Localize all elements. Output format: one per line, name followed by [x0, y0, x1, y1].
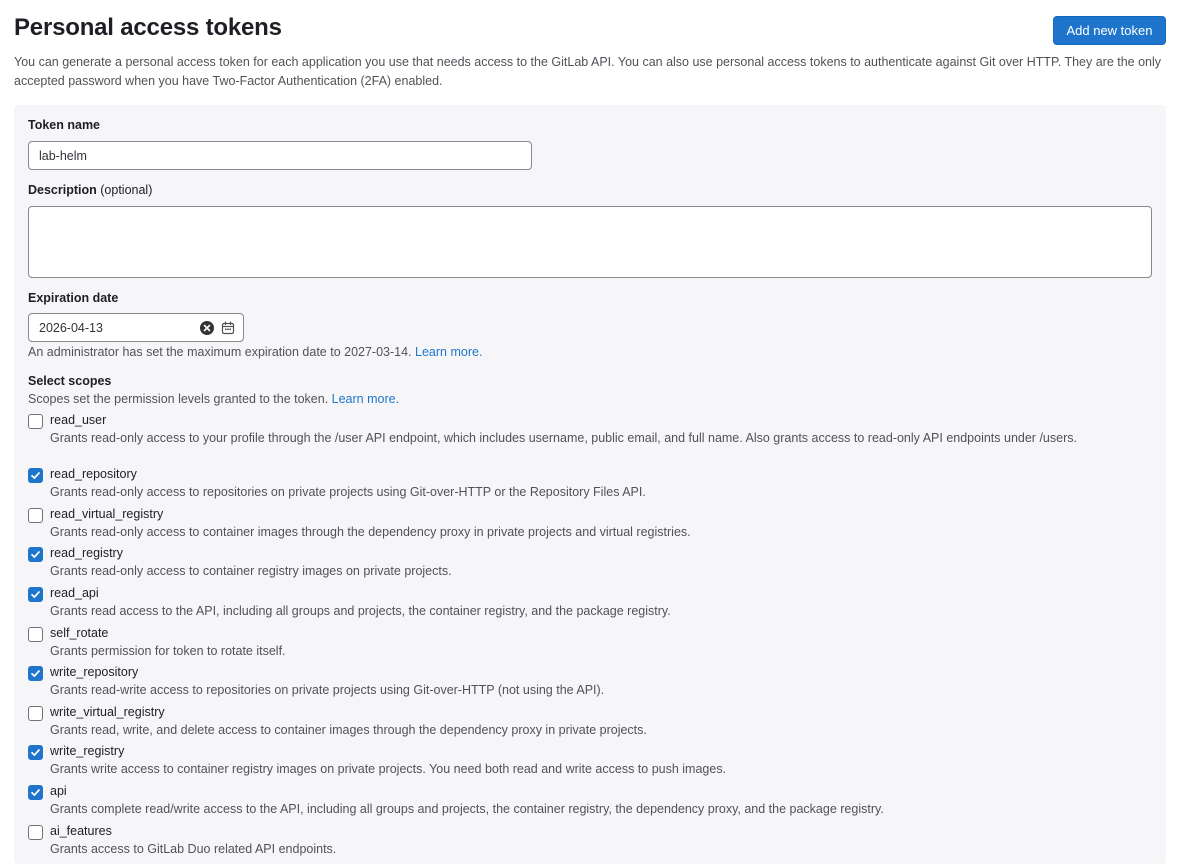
token-form-panel: [14, 105, 1166, 864]
scope-description: Grants read-only access to your profile through the /user API endpoint, which includes username, public email, and full name. Also grants access to read-only API endpoints under /users.: [50, 431, 1077, 445]
expiration-hint: [28, 345, 482, 359]
scope-name[interactable]: read_repository: [50, 467, 137, 481]
scope-checkbox[interactable]: [28, 825, 43, 840]
clear-icon[interactable]: [199, 320, 214, 335]
scope-name[interactable]: read_virtual_registry: [50, 507, 164, 521]
page-description: You can generate a personal access token for each application you use that needs access to the GitLab API. You can also use personal access tokens to authenticate against Git over HTTP. They are the only accepted password when you have Two-Factor Authentication (2FA) enabled.: [14, 55, 1162, 88]
scope-checkbox[interactable]: [28, 745, 43, 760]
scope-name[interactable]: read_registry: [50, 546, 123, 560]
description-optional-text: (optional): [100, 183, 153, 197]
scope-description: Grants read-only access to container images through the dependency proxy in private projects and virtual registries.: [50, 525, 691, 539]
scope-checkbox[interactable]: [28, 587, 43, 602]
check-icon: [30, 470, 41, 481]
select-scopes-label: Select scopes: [28, 374, 112, 388]
scope-description: Grants complete read/write access to the API, including all groups and projects, the container registry, the dependency proxy, and the package registry.: [50, 802, 884, 816]
check-icon: [30, 668, 41, 679]
description-label-text: Description: [28, 183, 97, 197]
scope-checkbox[interactable]: [28, 785, 43, 800]
scope-description: Grants read-only access to repositories on private projects using Git-over-HTTP or the Repository Files API.: [50, 485, 646, 499]
check-icon: [30, 747, 41, 758]
check-icon: [30, 589, 41, 600]
scope-name[interactable]: read_user: [50, 413, 107, 427]
check-icon: [30, 549, 41, 560]
expiration-hint-text: An administrator has set the maximum expiration date to 2027-03-14.: [28, 345, 412, 359]
scope-checkbox[interactable]: [28, 508, 43, 523]
scope-name[interactable]: api: [50, 784, 67, 798]
scope-checkbox[interactable]: [28, 414, 43, 429]
scope-name[interactable]: write_registry: [50, 744, 125, 758]
scope-description: Grants write access to container registry images on private projects. You need both read and write access to push images.: [50, 762, 727, 776]
scope-checkbox[interactable]: [28, 627, 43, 642]
page-title: Personal access tokens: [14, 14, 282, 41]
scope-checkbox[interactable]: [28, 666, 43, 681]
expiration-learn-more-link[interactable]: Learn more.: [415, 345, 483, 359]
expiration-date-label: Expiration date: [28, 291, 119, 305]
token-name-input[interactable]: [28, 141, 532, 170]
token-name-label: Token name: [28, 118, 101, 132]
scope-checkbox[interactable]: [28, 706, 43, 721]
scope-name[interactable]: write_repository: [50, 665, 139, 679]
scope-name[interactable]: write_virtual_registry: [50, 705, 165, 719]
add-new-token-button[interactable]: Add new token: [1053, 16, 1166, 45]
scope-description: Grants permission for token to rotate itself.: [50, 644, 286, 658]
scope-checkbox[interactable]: [28, 468, 43, 483]
check-icon: [30, 787, 41, 798]
scope-description: Grants read, write, and delete access to container images through the dependency proxy in private projects.: [50, 723, 647, 737]
scope-name[interactable]: ai_features: [50, 824, 112, 838]
scope-description: Grants read access to the API, including all groups and projects, the container registry, and the package registry.: [50, 604, 671, 618]
expiration-date-input[interactable]: [28, 313, 244, 342]
scope-description: Grants read-write access to repositories on private projects using Git-over-HTTP (not using the API).: [50, 683, 605, 697]
scope-name[interactable]: read_api: [50, 586, 99, 600]
description-label: [28, 183, 152, 197]
description-textarea[interactable]: [28, 206, 1152, 278]
scope-description: Grants access to GitLab Duo related API endpoints.: [50, 842, 337, 856]
scope-name[interactable]: self_rotate: [50, 626, 109, 640]
calendar-icon[interactable]: [220, 320, 235, 335]
scopes-hint: [28, 392, 399, 406]
scope-description: Grants read-only access to container registry images on private projects.: [50, 564, 452, 578]
expiration-date-value: 2026-04-13: [39, 320, 103, 335]
scopes-learn-more-link[interactable]: Learn more.: [331, 392, 400, 406]
scope-checkbox[interactable]: [28, 547, 43, 562]
scopes-hint-text: Scopes set the permission levels granted to the token.: [28, 392, 329, 406]
